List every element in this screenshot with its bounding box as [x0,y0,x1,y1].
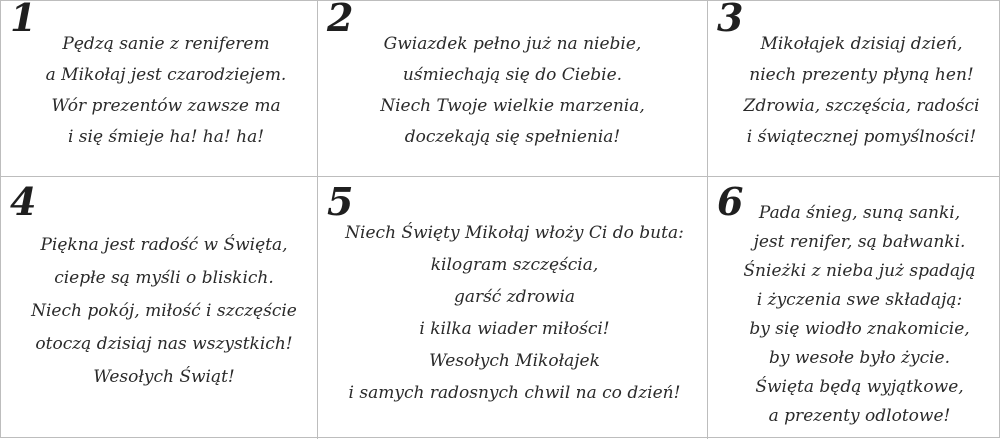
poem-line: Pędzą sanie z reniferem [62,34,270,54]
poem-line: Zdrowia, szczęścia, radości [743,96,980,116]
poem-line: i życzenia swe składają: [756,290,963,310]
poem-line: by się wiodło znakomicie, [749,319,970,339]
poem-line: i samych radosnych chwil na co dzień! [348,383,681,403]
greeting-card-2 [318,1,708,177]
poem-line: Niech pokój, miłość i szczęście [31,301,297,321]
poem-line: a Mikołaj jest czarodziejem. [45,65,287,85]
poem-line: ciepłe są myśli o bliskich. [54,268,274,288]
poem-line: Święta będą wyjątkowe, [755,377,964,397]
poem-line: doczekają się spełnienia! [404,127,621,147]
card-poem [1,229,317,394]
poem-line: Niech Twoje wielkie marzenia, [380,96,645,116]
card-poem [318,29,707,153]
poem-line: niech prezenty płyną hen! [749,65,974,85]
poem-line: otoczą dzisiaj nas wszystkich! [35,334,293,354]
card-number: 3 [717,0,744,40]
poem-line: Śnieżki z nieba już spadają [743,261,976,281]
poem-line: i kilka wiader miłości! [419,319,610,339]
greeting-card-1 [1,1,318,177]
card-poem [318,217,707,409]
poem-line: Piękna jest radość w Święta, [40,235,288,255]
poem-line: Mikołajek dzisiaj dzień, [760,34,963,54]
card-number: 1 [10,0,37,40]
poem-line: kilogram szczęścia, [430,255,599,275]
card-number: 6 [717,179,744,224]
poem-line: i świątecznej pomyślności! [746,127,977,147]
card-number: 2 [327,0,354,40]
poem-line: i się śmieje ha! ha! ha! [67,127,265,147]
card-number: 4 [10,179,37,224]
poem-line: a prezenty odlotowe! [768,406,951,426]
poem-line: Niech Święty Mikołaj włoży Ci do buta: [345,223,684,243]
poem-line: uśmiechają się do Ciebie. [402,65,623,85]
poem-line: Wesołych Świąt! [93,367,235,387]
card-poem [1,29,317,153]
greeting-card-4 [1,177,318,439]
poem-line: garść zdrowia [453,287,576,307]
poem-line: by wesołe było życie. [768,348,951,368]
card-number: 5 [327,179,354,224]
poem-line: jest renifer, są bałwanki. [753,232,966,252]
greeting-card-5 [318,177,708,439]
card-poem [708,29,1000,153]
poem-line: Wór prezentów zawsze ma [51,96,281,116]
greeting-card-3 [708,1,1000,177]
poem-line: Gwiazdek pełno już na niebie, [383,34,642,54]
poem-line: Wesołych Mikołajek [429,351,600,371]
poem-line: Pada śnieg, suną sanki, [758,203,961,223]
greeting-card-6 [708,177,1000,439]
card-poem [708,199,1000,431]
